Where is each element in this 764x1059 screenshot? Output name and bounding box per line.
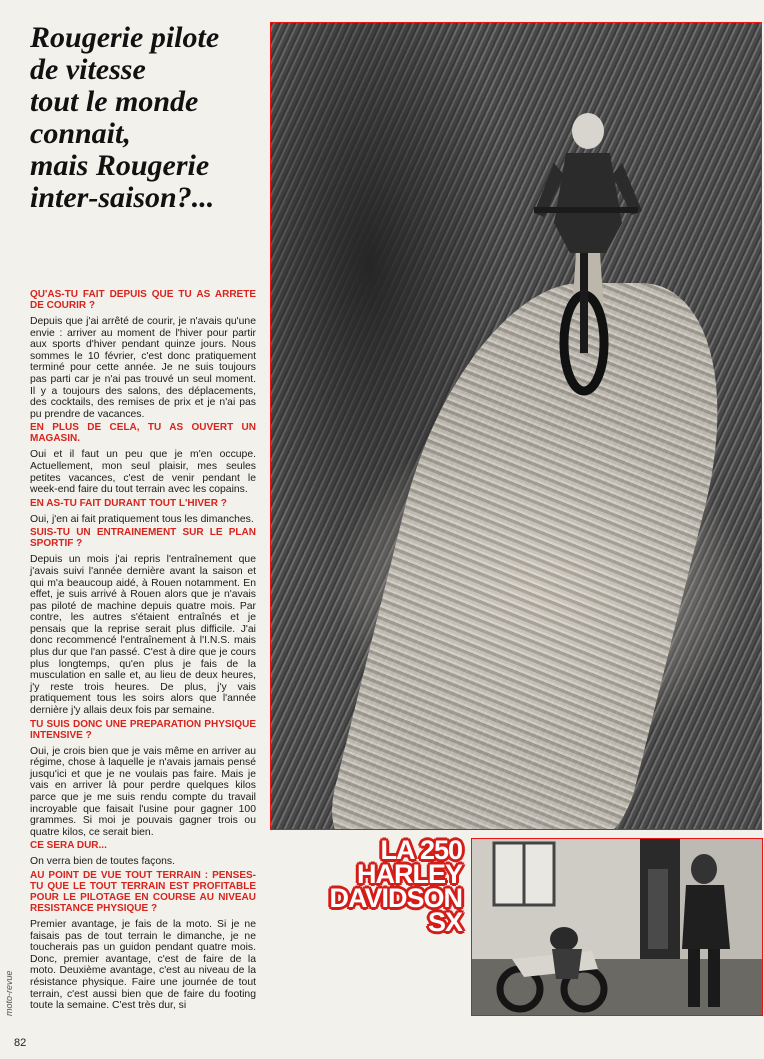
title-line: HARLEY [356, 859, 462, 889]
interview-answer: On verra bien de toutes façons. [30, 856, 175, 868]
interview-question: SUIS-TU UN ENTRAINEMENT SUR LE PLAN SPORTIF ? [30, 527, 256, 550]
interview-answer: Depuis que j'ai arrêté de courir, je n'avais qu'une envie : arriver au moment de l'hiver pour partir aux sports d'hiver pendant quinze jours. Nous sommes le 10 février, c'est donc pratiquement terminé pour cette année. Je ne suis toujours pas parti car je n'ai pas trouvé un seul moment. Il y a toujours des salons, des déplacements, des cocktails, des remises de prix et je n'ai pas pu prendre de vacances. [30, 316, 256, 420]
headline-line: tout le monde [30, 85, 199, 118]
magazine-name: moto-revue [4, 970, 14, 1016]
headline-line: connait, [30, 117, 131, 150]
interview-question: CE SERA DUR... [30, 840, 107, 852]
title-line: LA 250 [380, 835, 462, 865]
interview-answer: Depuis un mois j'ai repris l'entraînement que j'avais suivi l'année dernière avant la saison et qui m'a beaucoup aidé, à Rouen notamment. En effet, je suis arrivé à Rouen alors que je n'avais pas piloté de machine depuis quatre mois. Par contre, les autres s'étaient entraînés et je pensais que la reprise serait plus difficile. J'ai donc recommencé l'entraînement à l'I.N.S. mais plus dur que l'an passé. C'est à dire que je cours plus longtemps, qu'en plus je fais de la musculation en salle et, au lieu de deux heures, j'y reste trois heures. De plus, j'y vais pratiquement tous les soirs alors que l'année dernière j'y allais deux fois par semaine. [30, 554, 256, 717]
rider-trail-photo [270, 22, 762, 830]
garage-scene [472, 839, 762, 1015]
interview-question: QU'AS-TU FAIT DEPUIS QUE TU AS ARRETE DE COURIR ? [30, 289, 256, 311]
interview-question: AU POINT DE VUE TOUT TERRAIN : PENSES-TU QUE LE TOUT TERRAIN EST PROFITABLE POUR LE PILOTAGE EN COURSE AU NIVEAU RESISTANCE PHYSIQUE ? [30, 869, 256, 914]
interview-body [30, 288, 256, 1014]
headline-line: mais Rougerie [30, 149, 210, 182]
interview-answer: Oui, je crois bien que je vais même en arriver au régime, chose à laquelle je n'avais jamais pensé jusqu'ici et que je ne voulais pas faire. Mais je vais en arriver là pour perdre quelques kilos parce que je me suis rendu compte du travail incroyable que faisait l'usine pour gagner 100 grammes. Si moi je pouvais gagner trois ou quatre kilos, ce serait bien. [30, 745, 256, 838]
title-line: DAVIDSON [329, 883, 462, 913]
article-headline [30, 22, 260, 214]
harley-davidson-photo [471, 838, 763, 1016]
interview-question: TU SUIS DONC UNE PREPARATION PHYSIQUE INTENSIVE ? [30, 718, 256, 741]
page-number: 82 [14, 1037, 27, 1049]
headline-line: de vitesse [30, 53, 146, 86]
interview-question: EN AS-TU FAIT DURANT TOUT L'HIVER ? [30, 497, 227, 509]
headline-line: Rougerie pilote [30, 21, 220, 54]
interview-question: EN PLUS DE CELA, TU AS OUVERT UN MAGASIN. [30, 422, 256, 445]
rider-on-motorcycle [526, 103, 646, 403]
headline-line: inter-saison?... [30, 181, 215, 214]
harley-davidson-title [312, 835, 462, 937]
interview-answer: Premier avantage, je fais de la moto. Si je ne faisais pas de tout terrain le dimanche, je ne toucherais pas un guidon pendant quatre mois. Donc, premier avantage, c'est de faire de la moto. Deuxième avantage, c'est au niveau de la résistance physique. Faire une journée de tout terrain, c'est aussi bien que de faire du footing toute la semaine. C'est très dur, si [30, 918, 256, 1012]
interview-answer: Oui, j'en ai fait pratiquement tous les dimanches. [30, 513, 254, 525]
title-line: SX [427, 907, 462, 937]
interview-answer: Oui et il faut un peu que je m'en occupe. Actuellement, mon seul plaisir, mes seules petites vacances, c'est de venir pendant le week-end faire du tout terrain avec les copains. [30, 449, 256, 496]
